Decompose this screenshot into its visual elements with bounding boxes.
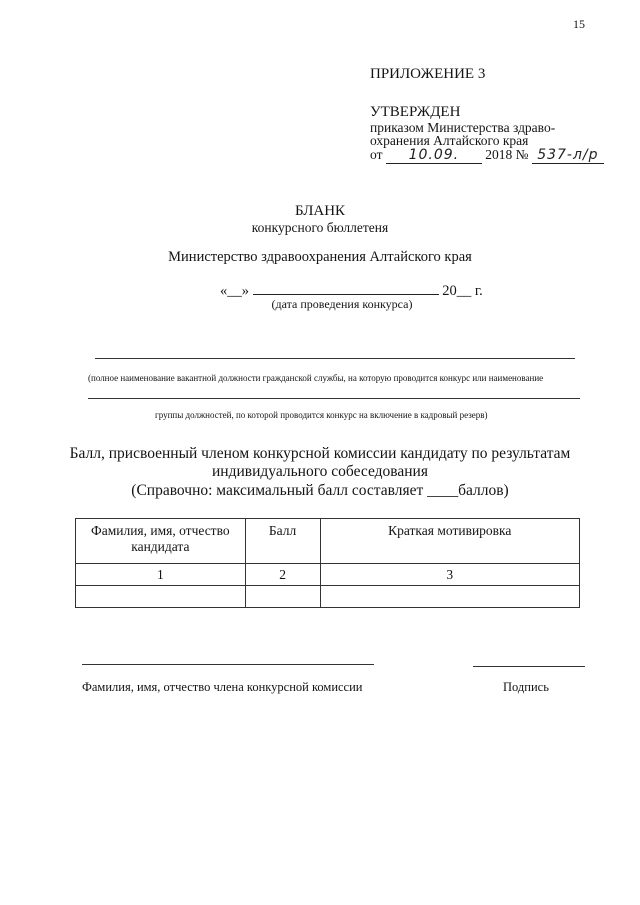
score-heading-line-1: Балл, присвоенный членом конкурсной комиссии кандидату по результатам <box>69 445 571 462</box>
form-subtitle: конкурсного бюллетеня <box>251 220 389 235</box>
position-name-line-2 <box>88 398 580 399</box>
signature-caption: Подпись <box>503 680 549 694</box>
score-table <box>75 518 580 608</box>
column-number-3: 3 <box>320 564 579 586</box>
table-row <box>76 586 580 608</box>
order-line-2: охранения Алтайского края <box>370 133 529 148</box>
candidate-cell[interactable] <box>76 586 246 608</box>
page-number: 15 <box>573 17 585 31</box>
column-header-score: Балл <box>245 519 320 564</box>
date-blank-line <box>253 280 439 295</box>
order-date-handwritten: 10.09. <box>386 147 482 164</box>
reason-cell[interactable] <box>320 586 579 608</box>
position-caption-2: группы должностей, по которой проводится конкурс на включение в кадровый резерв) <box>155 410 488 420</box>
order-from-label: от <box>370 147 383 162</box>
position-caption-1: (полное наименование вакантной должности гражданской службы, на которую проводится конкурс или наименование <box>88 373 544 383</box>
ministry-name: Министерство здравоохранения Алтайского края <box>168 249 472 265</box>
member-name-caption: Фамилия, имя, отчество члена конкурсной комиссии <box>82 680 363 694</box>
member-name-line <box>82 664 374 665</box>
order-year-label: 2018 № <box>485 147 529 162</box>
date-year: 20__ г. <box>442 283 483 299</box>
column-number-1: 1 <box>76 564 246 586</box>
approved-label: УТВЕРЖДЕН <box>370 104 461 120</box>
date-caption: (дата проведения конкурса) <box>271 297 413 311</box>
score-heading-line-3: (Справочно: максимальный балл составляет ____баллов) <box>131 482 509 499</box>
column-header-reason: Краткая мотивировка <box>320 519 579 564</box>
column-number-2: 2 <box>245 564 320 586</box>
score-cell[interactable] <box>245 586 320 608</box>
order-date-line <box>370 147 604 164</box>
date-day-month: «__» <box>220 283 249 299</box>
signature-line <box>473 666 585 667</box>
form-title: БЛАНК <box>294 203 346 219</box>
score-heading-line-2: индивидуального собеседования <box>212 463 428 480</box>
appendix-label: ПРИЛОЖЕНИЕ 3 <box>370 66 486 82</box>
position-name-line-1 <box>95 358 575 359</box>
column-header-candidate: Фамилия, имя, отчество кандидата <box>76 519 246 564</box>
order-line-1: приказом Министерства здраво- <box>370 120 556 135</box>
order-number-handwritten: 537-л/р <box>532 147 604 164</box>
